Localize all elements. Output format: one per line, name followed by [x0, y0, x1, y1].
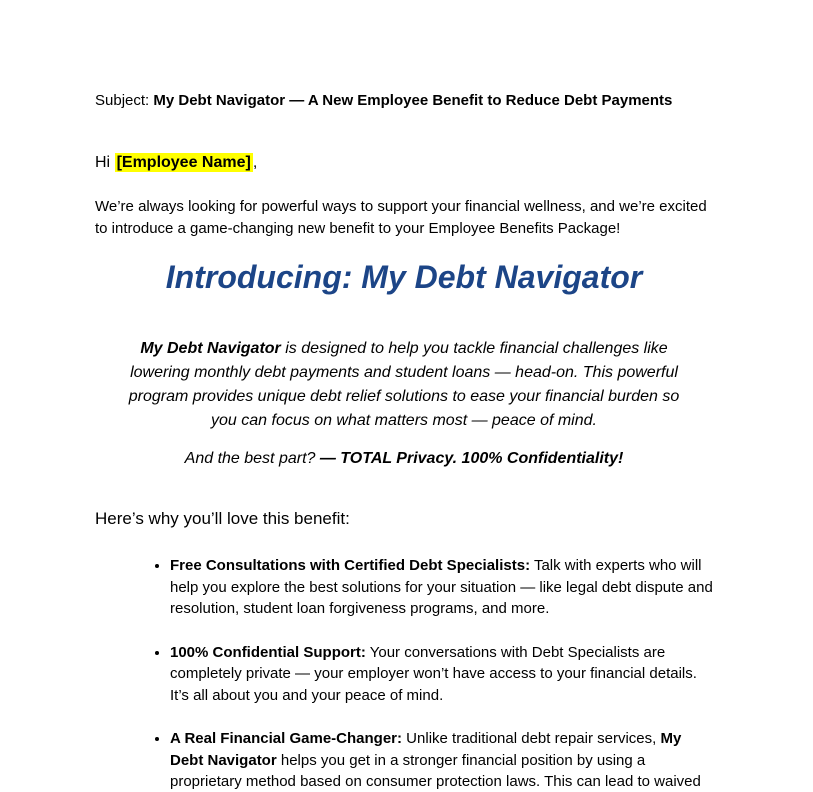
text-segment: 100% Confidential Support: [170, 643, 366, 661]
text-segment: helps you get in a stronger financial position by using a proprietary method based on consumer protection laws. This can lead to waived [170, 751, 701, 790]
intro-paragraph: We’re always looking for powerful ways to support your financial wellness, and we’re excited to introduce a game-changing new benefit to your Employee Benefits Package! [95, 198, 711, 237]
text-segment: Unlike traditional debt repair services, [402, 730, 661, 747]
subject-line [95, 90, 713, 112]
benefits-list [95, 555, 718, 792]
benefit-item-confidential-support [170, 642, 713, 707]
pitch-paragraph [95, 337, 713, 433]
best-part-line [95, 447, 713, 471]
pitch-line [95, 361, 713, 385]
benefits-intro-line: Here’s why you’ll love this benefit: [95, 509, 350, 528]
program-headline: Introducing: My Debt Navigator [165, 259, 643, 295]
text-segment: My Debt Navigator [140, 340, 281, 357]
benefit-item-game-changer [170, 728, 713, 792]
text-segment: [Employee Name] [116, 154, 251, 171]
pitch-line [95, 409, 713, 433]
text-segment: you can focus on what matters most — peace of mind. [211, 412, 597, 429]
text-segment: Free Consultations with Certified Debt Specialists: [170, 557, 531, 574]
text-segment: is designed to help you tackle financial challenges like [280, 340, 668, 357]
pitch-line [95, 385, 713, 409]
pitch-line [95, 337, 713, 361]
greeting-line [95, 152, 713, 174]
text-segment: lowering monthly debt payments and student loans — head-on. This powerful [130, 364, 678, 381]
text-segment: Hi [95, 154, 115, 171]
text-segment: And the best part? [184, 450, 320, 467]
text-segment: Talk with experts who will help you explore the best solutions for your situation — like legal debt dispute and resolution, student loan forgiveness programs, and more. [170, 557, 718, 617]
text-segment: , [252, 154, 258, 171]
text-segment: A Real Financial Game-Changer: [170, 730, 403, 747]
text-segment: My Debt Navigator [170, 730, 686, 769]
text-segment: Subject: [95, 92, 154, 109]
benefit-item-free-consultations [170, 555, 718, 620]
text-segment: Your conversations with Debt Specialists are completely private — your employer won’t have access to your financial details. It’s all about you and your peace of mind. [170, 643, 702, 704]
text-segment: My Debt Navigator — A New Employee Benefit to Reduce Debt Payments [153, 92, 673, 109]
text-segment: program provides unique debt relief solutions to ease your financial burden so [128, 388, 680, 405]
text-segment: — TOTAL Privacy. 100% Confidentiality! [319, 450, 624, 467]
